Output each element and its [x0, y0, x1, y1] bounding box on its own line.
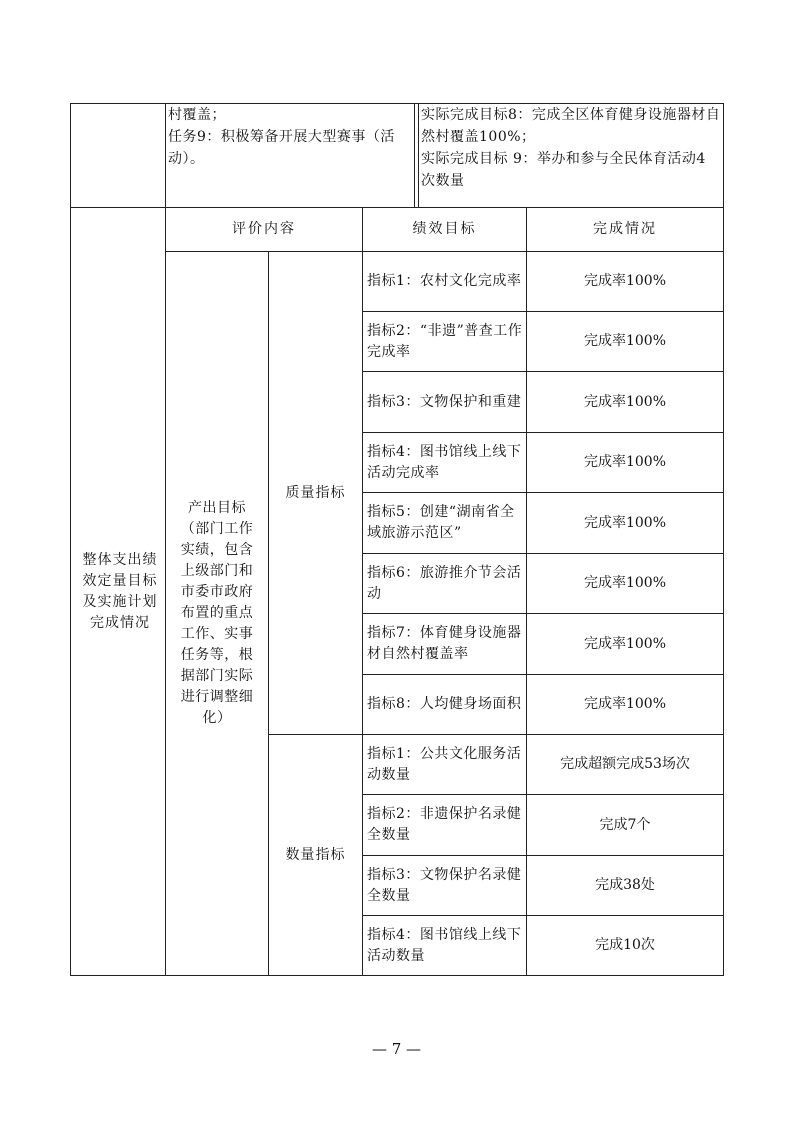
quality-status-8: 完成率100%	[583, 696, 667, 712]
quality-status-4: 完成率100%	[583, 454, 667, 470]
quality-indicator-2: 指标2：“非遗”普查工作完成率	[367, 322, 523, 360]
quantity-status-4: 完成10次	[595, 937, 655, 953]
quality-indicator-6: 指标6：旅游推介节会活动	[367, 564, 522, 602]
quality-status-7: 完成率100%	[583, 635, 667, 652]
quality-indicator-1: 指标1：农村文化完成率	[367, 273, 522, 289]
quantity-indicator-1: 指标1：公共文化服务活动数量	[367, 745, 522, 783]
quantity-status-3: 完成38处	[595, 877, 655, 893]
quality-indicator-label: 质量指标	[285, 484, 346, 501]
quantity-indicator-3: 指标3：文物保护名录健全数量	[367, 866, 522, 904]
continuation-left-text: 村覆盖； 任务9：积极筹备开展大型赛事（活动）。	[168, 107, 395, 167]
quality-status-5: 完成率100%	[583, 514, 667, 531]
page-number: — 7 —	[371, 1040, 422, 1058]
quality-status-3: 完成率100%	[583, 393, 667, 410]
continuation-right-text: 实际完成目标8：完成全区体育健身设施器材自然村覆盖100%； 实际完成目标 9：举办和参与全民体育活动4 次数量	[421, 107, 721, 189]
quality-indicator-7: 指标7：体育健身设施器材自然村覆盖率	[367, 625, 522, 662]
quality-indicator-5: 指标5：创建“湖南省全域旅游示范区”	[367, 504, 515, 541]
quantity-status-1: 完成超额完成53场次	[560, 756, 690, 772]
quantity-indicator-label: 数量指标	[285, 846, 346, 863]
section-label: 整体支出绩效定量目标及实施计划完成情况	[82, 551, 158, 631]
quality-indicator-3: 指标3：文物保护和重建	[367, 393, 522, 410]
header-completion: 完成情况	[593, 221, 657, 237]
quantity-status-2: 完成7个	[599, 816, 651, 833]
output-goal-label: 产出目标（部门工作实绩，包含上级部门和市委市政府布置的重点工作、实事任务等，根据部门实际进行调整细化）	[180, 500, 254, 726]
quality-status-1: 完成率100%	[583, 273, 667, 289]
quality-status-6: 完成率100%	[583, 575, 667, 591]
header-eval-content: 评价内容	[232, 221, 296, 237]
quality-status-2: 完成率100%	[583, 333, 667, 349]
quality-indicator-8: 指标8：人均健身场面积	[367, 696, 522, 712]
quality-indicator-4: 指标4：图书馆线上线下活动完成率	[367, 443, 522, 481]
quantity-indicator-2: 指标2：非遗保护名录健全数量	[367, 806, 522, 843]
header-perf-target: 绩效目标	[412, 221, 477, 237]
quantity-indicator-4: 指标4：图书馆线上线下活动数量	[367, 926, 522, 964]
